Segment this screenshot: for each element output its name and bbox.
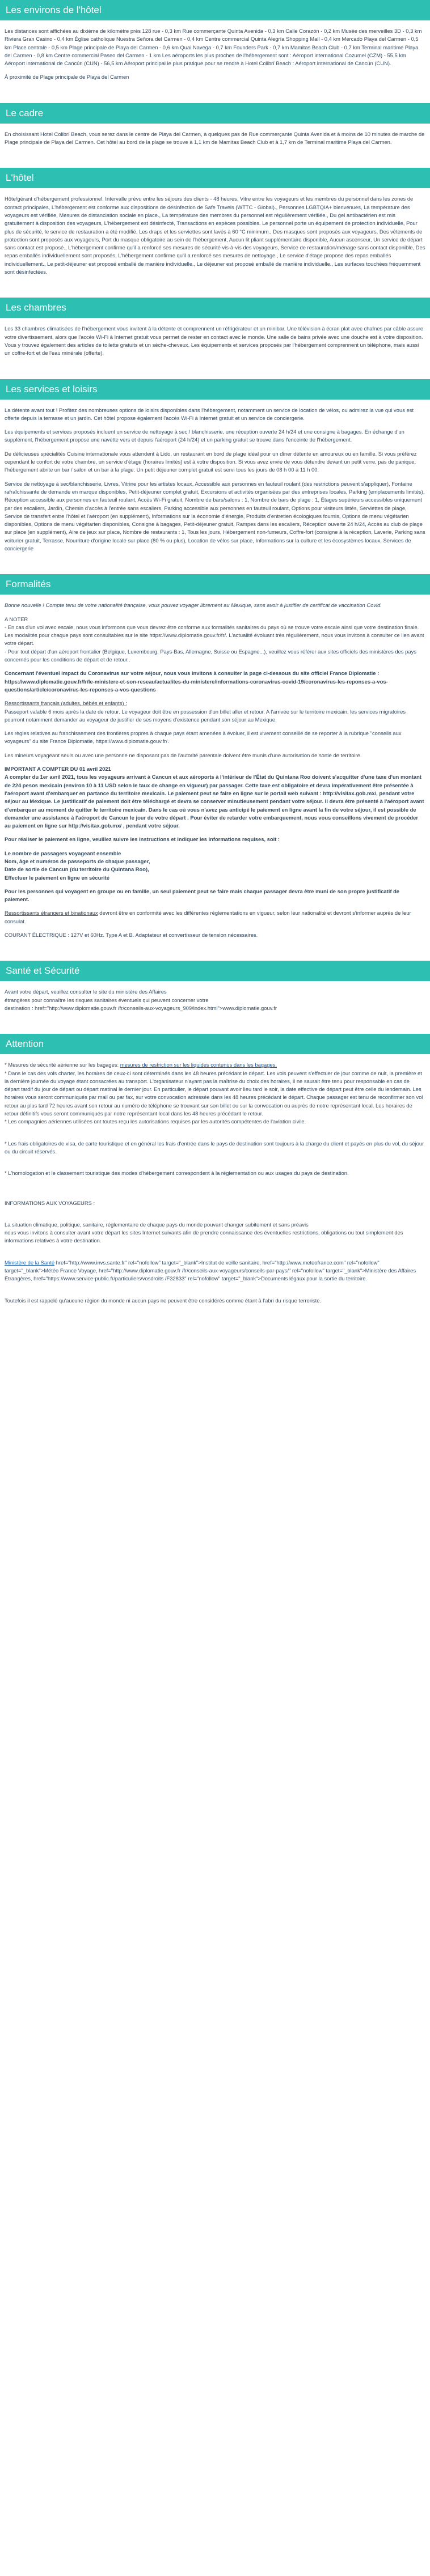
foreign-body: devront être en conformité avec les différentes réglementations en vigueur, selon leur nationalité et devront s'informer auprès de leur consulat.	[5, 910, 411, 924]
rules-body: Les règles relatives au franchissement des frontières propres à chaque pays étant amenées à évoluer, il est vivement conseillé de se reporter à la rubrique "conseils aux voyageurs" du site France Diplomatie, https://www.diplomatie.gouv.fr/.	[5, 730, 402, 745]
security-lead: * Mesures de sécurité aérienne sur les bagages:	[5, 1062, 120, 1068]
health-ministry-link[interactable]: Ministère de la Santé	[5, 1259, 55, 1266]
section-cadre	[0, 103, 430, 168]
visa-fees: * Les frais obligatoires de visa, de carte touristique et en général les frais d'entrée dans le pays de destination sont toujours à la charge du client et payés en plus du vol, du séjour ou du circuit réservés.	[5, 1140, 424, 1155]
section-services	[0, 379, 430, 575]
section-title: L'hôtel	[6, 172, 34, 184]
note-body: - En cas d'un vol avec escale, nous vous informons que vous devrez être conforme aux formalités sanitaires du pays où se trouve votre escale ainsi que votre destination finale. Les modalités pour chaque pays sont consultables sur le site https://www.diplomatie.gouv.fr/fr/. L'actualité évoluant très régulièrement, nous vous invitons à consulter ce lien avant votre départ. - Pour tout départ d'un aéroport frontalier (Belgique, Luxembourg, Pays-Bas, Allemagne, Suisse ou Espagne...), veuillez vous référer aux sites officiels des ministères des pays concernés pour les conditions de départ et de retour..	[5, 623, 424, 663]
charter-flights: * Dans le cas des vols charter, les horaires de ceux-ci sont déterminés dans les 48 heures précédant le départ. Les vols peuvent s'effectuer de jour comme de nuit, la première et la dernière journée du voyage étant consacrées au transport. L'organisateur n'ayant pas la maîtrise du choix des horaires, il ne saurait être tenu pour responsable en cas de départ tardif du jour de départ ou départ matinal le dernier jour. En particulier, le départ pouvant avoir lieu tard le soir, la date effective de départ peut être celle du lendemain. Les horaires vous seront communiqués par mail ou par fax, sur votre convocation adressée dans les 48 heures précédant le départ. Chaque passager est tenu de reconfirmer son vol retour au plus tard 72 heures avant son retour au numéro de téléphone se trouvant sur son billet ou sur la convocation ou auprès de notre représentant local. Les horaires de retour définitifs vous seront communiqués par notre représentant local dans les 48 heures précédant le retour. * Les compagnies aériennes utilisées ont toutes reçu les autorisations requises par les autorités compétentes de l'aviation civile.	[5, 1070, 423, 1125]
section-formalites	[0, 574, 430, 961]
section-attention	[0, 1034, 430, 1326]
payment-intro: Pour réaliser le paiement en ligne, veuillez suivre les instructions et indiquer les informations requises, soit :	[5, 836, 280, 843]
foreign-nationals	[5, 909, 425, 926]
section-header	[0, 574, 430, 595]
family-notice: Pour les personnes qui voyagent en groupe ou en famille, un seul paiement peut se faire mais chaque passager devra être muni de son propre justificatif de paiement.	[5, 888, 400, 903]
hotel-text: Hôte/gérant d'hébergement professionnel. Intervalle prévu entre les séjours des clients - 48 heures, Vitre entre les voyageurs et les membres du personnel dans les zones de contact principales, L'hébergement est conforme aux dispositions de désinfection de Safe Travels (WTTC - Global)., Personnes LGBTQIA+ bienvenues, La température des voyageurs est vérifiée, Mesures de distanciation sociale en place., La température des membres du personnel est régulièrement vérifiée., Du gel antibactérien est mis gratuitement à disposition des voyageurs, L'hébergement est désinfecté, Transactions en espèces possibles. Le personnel porte un équipement de protection individuelle, Pour plus de sécurité, le service de restauration a été modifié, Les draps et les serviettes sont lavés à 60 °C minimum., Des masques sont proposés aux voyageurs, Des vêtements de protection sont proposés aux voyageurs, Port du masque obligatoire au sein de l'hébergement, Aucun lit pliant supplémentaire disponible, Aucun ascenseur, Un service de départ sans contact est proposé., L'hébergement confirme qu'il a renforcé ses mesures de sécurité vis-à-vis des voyageurs, Service de restauration/ménage sans contact disponible, Des repas emballés individuellement sont proposés, L'hébergement confirme qu'il a renforcé ses mesures de nettoyage., Le service d'étage propose des repas emballés individuellement., Le petit-déjeuner est proposé emballé de manière individuelle., Le déjeuner est proposé emballé de manière individuelle., Les surfaces touchées fréquemment sont désinfectées.	[5, 196, 425, 275]
traveler-info-heading: INFORMATIONS AUX VOYAGEURS :	[5, 1199, 95, 1206]
section-environs	[0, 0, 430, 103]
note-heading: A NOTER	[5, 616, 28, 622]
terrorism-notice: Toutefois il est rappelé qu'aucune région du monde ni aucun pays ne peuvent être considérés comme étant à l'abri du risque terroriste.	[5, 1297, 322, 1304]
services-text-2: Les équipements et services proposés incluent un service de nettoyage à sec / blanchisserie, une réception ouverte 24 h/24 et une consigne à bagages. En échange d'un supplément, l'hébergement propose une navette vers et depuis l'aéroport (24 h/24) et un parking gratuit se trouve dans l'enceinte de l'hébergement.	[5, 428, 404, 443]
section-title: Attention	[6, 1038, 44, 1050]
security-measures	[5, 1061, 425, 1069]
section-header	[0, 379, 430, 400]
foreign-heading: Ressortissants étrangers et binationaux	[5, 910, 98, 916]
section-header	[0, 103, 430, 124]
environs-text: Les distances sont affichées au dixième de kilomètre près 128 rue - 0,3 km Rue commerçante Quinta Avenida - 0,3 km Calle Corazón - 0,2 km Musée des merveilles 3D - 0,3 km Riviera Gran Casino - 0,4 km Église catholique Nuestra Señora del Carmen - 0,4 km Centre commercial Quinta Alegría Shopping Mall - 0,4 km Mercado Playa del Carmen - 0,5 km Place centrale - 0,5 km Plage principale de Playa del Carmen - 0,6 km Quai Navega - 0,7 km Founders Park - 0,7 km Mamitas Beach Club - 0,7 km Terminal maritime Playa del Carmen - 0,8 km Centre commercial Paseo del Carmen - 1 km Les aéroports les plus proches de l'hébergement sont : Aéroport international Cozumel (CZM) - 55,5 km Aéroport international de Cancún (CUN) - 56,5 km Aéroport principal le plus pratique pour se rendre à Hotel Colibrí Beach : Aéroport international de Cancún (CUN).	[5, 28, 422, 67]
important-notice: IMPORTANT A COMPTER DU 01 avril 2021 A compter du 1er avril 2021, tous les voyageurs arrivant à Cancun et aux aéroports à l'intérieur de l'État du Quintana Roo doivent s'acquitter d'une taxe d'un montant de 224 pesos mexicain (environ 10 à 11 USD selon le taux de change en vigueur) par passager. Cette taxe est obligatoire et devra impérativement être présentée à l'aéroport avant d'embarquer en partance du territoire mexicain. Le paiement peut se faire en ligne sur le portail web suivant : http://visitax.gob.mx/, pendant votre séjour au Mexique. Le justificatif de paiement doit être téléchargé et devra se conserver minutieusement pendant votre séjour. Il devra être présenté à l'aéroport avant d'embarquer au moment de quitter le territoire mexicain. Dans le cas où vous n'avez pas anticipé le paiement en ligne avant la fin de votre séjour, il est possible de demander une assistance à l'aéroport de Cancun le jour de votre départ . Pour éviter de retarder votre embarquement, nous vous conseillons vivement de procéder au paiement en ligne sur http://visitax.gob.mx/ , pendant votre séjour.	[5, 766, 424, 829]
services-list: Service de nettoyage à sec/blanchisserie, Livres, Vitrine pour les artistes locaux, Accessible aux personnes en fauteuil roulant (des restrictions peuvent s'appliquer), Fontaine rafraîchissante de demande en marque disponibles, Petit-déjeuner complet gratuit, Excursions et activités organisées par des entreprises locales, Parking (emplacements limités), Réception accessible aux personnes en fauteuil roulant, Accès Wi-Fi gratuit, Nombre de bars/salons : 1, Nombre de bars de plage : 1, Étages supérieurs accessibles uniquement par des escaliers, Jardin, Chemin d'accès à l'entrée sans escaliers, Parking accessible aux personnes en fauteuil roulant, Options pour visiteurs listés, Serviettes de plage, Service de transfert entre l'hôtel et l'aéroport (en supplément), Informations sur la économie d'énergie, Produits d'entretien écologiques fournis, Options de menu végétarien disponibles, Options de menu végétarien disponibles, Consigne à bagages, Petit-déjeuner gratuit, Rampes dans les escaliers, Réception ouverte 24 h/24, Accès au club de plage sur place (en supplément), Aire de jeux sur place, Nombre de restaurants : 1, Tous les jours, Hébergement non-fumeurs, Coffre-fort (consigne à la réception, Laverie, Parking sans voiturier gratuit, Terrasse, Nourriture d'origine locale sur place (80 % ou plus), Location de vélos sur place, Informations sur la culture et les écosystèmes locaux, Services de conciergerie	[5, 480, 425, 551]
section-header	[0, 298, 430, 318]
classification: * L'homologation et le classement touristique des modes d'hébergement correspondent à la réglementation ou aux usages du pays de destination.	[5, 1170, 349, 1177]
section-header	[0, 0, 430, 20]
traveler-info-text: La situation climatique, politique, sanitaire, réglementaire de chaque pays du monde pouvant changer subitement et sans préavis nous vous invitons à consulter avant votre départ les sites Internet suivants afin de prendre connaissance des éventuelles restrictions, obligations ou tout simplement des informations relatives à votre destination.	[5, 1221, 403, 1244]
minors-body: Les mineurs voyageant seuls ou avec une personne ne disposant pas de l'autorité parentale doivent être munis d'une autorisation de sortie de territoire.	[5, 752, 362, 758]
environs-nearby: À proximité de Plage principale de Playa del Carmen	[5, 74, 129, 80]
adults-body: Passeport valable 6 mois après la date de retour. Le voyageur doit être en possession d'un billet aller et retour. A l'arrivée sur le territoire mexicain, les services migratoires pourront notamment demander au voyageur de justifier de ses moyens d'existence pendant son séjour au Mexique.	[5, 708, 406, 723]
section-hotel	[0, 168, 430, 298]
sante-text: Avant votre départ, veuillez consulter le site du ministère des Affaires étrangères pour connaître les risques sanitaires éventuels qui peuvent concerner votre destination : href="http://www.diplomatie.gouv.fr /fr/conseils-aux-voyageurs_909/index.html">www.diplomatie.gouv.fr	[5, 988, 277, 1011]
section-header	[0, 961, 430, 981]
section-header	[0, 168, 430, 188]
section-sante	[0, 961, 430, 1034]
covid-notice: Concernant l'éventuel impact du Coronavirus sur votre séjour, nous vous invitons à consulter la page ci-dessous du site officiel France Diplomatie : https://www.diplomatie.gouv.fr/fr/le-ministere-et-son-reseau/actualites-du-ministere/informations-coronavirus-covid-19/coronavirus-les-reponses-a-vos-questions/article/coronavirus-les-reponses-a-vos-questions	[5, 670, 388, 693]
adults-heading: Ressortissants français (adultes, bébés et enfants) :	[5, 700, 127, 707]
formalites-intro: Bonne nouvelle ! Compte tenu de votre nationalité française, vous pouvez voyager librement au Mexique, sans avoir à justifier de certificat de vaccination Covid.	[5, 602, 382, 609]
chambres-text: Les 33 chambres climatisées de l'hébergement vous invitent à la détente et comprennent un réfrigérateur et un minibar. Une télévision à écran plat avec chaînes par câble assure votre divertissement, alors que l'accès Wi-Fi à Internet gratuit vous permet de rester en contact avec le monde. Une salle de bains privée avec une douche est à votre disposition. Vous y trouvez également des articles de toilette gratuits et un sèche-cheveux. Les équipements et services proposés par l'hébergement comprennent un téléphone, mais aussi un coffre-fort et de l'eau minérale (offerte).	[5, 325, 424, 357]
payment-list: Le nombre de passagers voyageant ensemble Nom, âge et numéros de passeports de chaque passager, Date de sortie de Cancun (du territoire du Quintana Roo), Effectuer le paiement en ligne en sécurité	[5, 850, 150, 881]
services-text-3: De délicieuses spécialités Cuisine internationale vous attendent à Lido, un restaurant en bord de plage idéal pour un dîner détente en amoureux ou en famille. Si vous préférez cependant le confort de votre chambre, un service d'étage (horaires limités) est à votre disposition. Si vous avez envie de vous détendre devant un petit verre, pas de panique, l'hébergement abrite un bar / salon et un bar à la plage. Un petit déjeuner complet gratuit est servi tous les jours de 08 h 00 à 11 h 00.	[5, 450, 417, 473]
links-body: href="http://www.invs.sante.fr" rel="nofollow" target="_blank">Institut de veille sanitaire, href="http://www.meteofrance.com" rel="nofollow" target="_blank">Météo France Voyage, href="http://www.diplomatie.gouv.fr /fr/conseils-aux-voyageurs/conseils-par-pays/" rel="nofollow" target="_blank">Ministère des Affaires Étrangères, href="https://www.service-public.fr/particuliers/vosdroits /F32833" rel="nofollow" target="_blank">Documents légaux pour la sortie du territoire.	[5, 1259, 416, 1282]
section-header	[0, 1034, 430, 1054]
section-title: Santé et Sécurité	[6, 965, 80, 977]
section-title: Les services et loisirs	[6, 383, 98, 394]
section-title: Formalités	[6, 579, 51, 590]
cadre-text: En choisissant Hotel Colibrí Beach, vous serez dans le centre de Playa del Carmen, à quelques pas de Rue commerçante Quinta Avenida et à moins de 10 minutes de marche de Plage principale de Playa del Carmen. Cet hôtel au bord de la plage se trouve à 1,1 km de Mamitas Beach Club et à 1,7 km de Terminal maritime Playa del Carmen.	[5, 130, 425, 146]
section-title: Le cadre	[6, 107, 44, 118]
section-chambres	[0, 298, 430, 379]
electric-current: COURANT ÉLECTRIQUE : 127V et 60Hz. Type A et B. Adaptateur et convertisseur de tension nécessaires.	[5, 932, 258, 939]
services-text-1: La détente avant tout ! Profitez des nombreuses options de loisirs disponibles dans l'hébergement, notamment un service de location de vélos, ou admirez la vue qui vous est offerte depuis la terrasse et un jardin. Cet hôtel propose également l'accès Wi-Fi à Internet gratuit et un service de conciergerie.	[5, 406, 414, 421]
links-list	[5, 1259, 425, 1283]
section-title: Les environs de l'hôtel	[6, 5, 102, 16]
section-title: Les chambres	[6, 302, 66, 313]
liquids-restriction-link[interactable]: mesures de restriction sur les liquides contenus dans les bagages.	[120, 1062, 277, 1068]
